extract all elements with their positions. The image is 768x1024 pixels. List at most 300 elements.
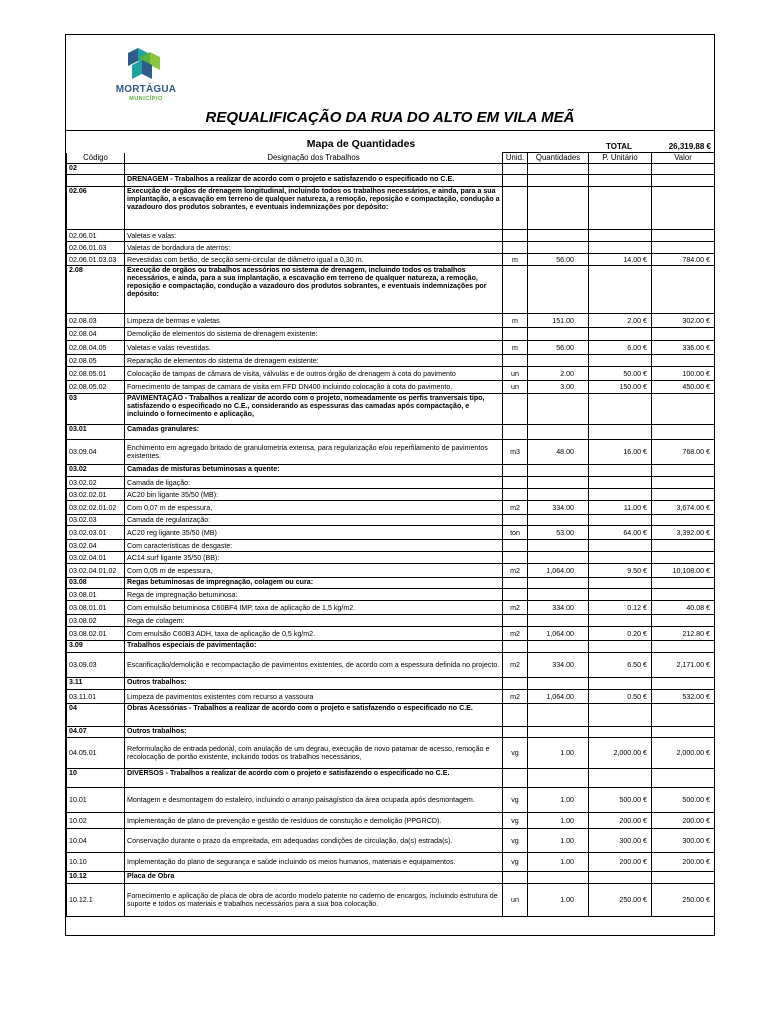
cell-unit [503, 678, 528, 690]
cell-code: 02.08.05.02 [67, 381, 125, 394]
cell-value [652, 769, 715, 788]
cell-code: 10.10 [67, 853, 125, 872]
cell-unit [503, 187, 528, 230]
cell-quantity: 334.00 [528, 653, 589, 678]
table-row [67, 788, 715, 813]
cell-unit-price [589, 727, 652, 738]
table-row [67, 813, 715, 829]
map-title: Mapa de Quantidades [306, 138, 416, 150]
cell-code: 04.07 [67, 727, 125, 738]
table-body [67, 164, 715, 917]
cell-value [652, 552, 715, 564]
table-header-row [67, 153, 715, 164]
cell-description: DIVERSOS - Trabalhos a realizar de acordo com o projeto e satisfazendo o especificado no C.E. [125, 769, 503, 788]
cell-unit-price [589, 230, 652, 242]
cell-unit-price [589, 489, 652, 501]
cell-unit [503, 515, 528, 526]
cell-code: 04 [67, 704, 125, 727]
table-row [67, 489, 715, 501]
cell-code: 02.06.01 [67, 230, 125, 242]
cell-quantity: 1,064.00 [528, 690, 589, 704]
cell-unit: vg [503, 738, 528, 769]
cell-quantity: 2.00 [528, 367, 589, 381]
cell-code: 03 [67, 394, 125, 425]
cell-unit: m2 [503, 501, 528, 515]
cell-value: 3,392.00 € [652, 526, 715, 540]
cell-description: Execução de orgãos ou trabalhos acessórios no sistema de drenagem, incluindo todos os trabalhos necessários, e ainda, para a sua implantação, a escavação em terreno de qualquer natureza, a remoção, reposição e compactação, condução a vazadouro dos produtos sobrantes, e eventuais indemnizações por depósito: [125, 266, 503, 314]
cell-unit [503, 175, 528, 187]
header-divider [66, 130, 714, 131]
cell-quantity [528, 355, 589, 367]
cell-description: Limpeza de pavimentos existentes com recurso a vassoura [125, 690, 503, 704]
table-row [67, 601, 715, 615]
cell-unit [503, 872, 528, 884]
cell-unit [503, 266, 528, 314]
cell-quantity: 151.00 [528, 314, 589, 328]
cell-value [652, 727, 715, 738]
cell-value [652, 266, 715, 314]
cell-description: PAVIMENTAÇÃO - Trabalhos a realizar de acordo com o projeto, nomeadamente os perfis tranversais tipo, satisfazendo o especificado no C.E., considerando as espessuras das camadas após compactação, e incluindo o fornecimento e aplicação, [125, 394, 503, 425]
cell-unit [503, 540, 528, 552]
cell-description: Com 0,07 m de espessura, [125, 501, 503, 515]
table-row [67, 615, 715, 627]
cell-value: 2,171.00 € [652, 653, 715, 678]
cell-code: 03.02.04.01.02 [67, 564, 125, 578]
cell-code: 03.02.02.01.02 [67, 501, 125, 515]
cell-quantity: 1,064.00 [528, 627, 589, 641]
table-row [67, 501, 715, 515]
cell-description: Camadas granulares: [125, 425, 503, 440]
cell-code: 03.02.04 [67, 540, 125, 552]
cell-unit-price [589, 769, 652, 788]
cell-unit [503, 552, 528, 564]
cell-value [652, 578, 715, 589]
cell-unit-price [589, 615, 652, 627]
cell-unit: m3 [503, 440, 528, 465]
cell-value: 532.00 € [652, 690, 715, 704]
total-label: TOTAL [606, 142, 632, 151]
cell-code: 03.01 [67, 425, 125, 440]
table-row [67, 465, 715, 477]
cell-description: AC14 surf ligante 35/50 (BB): [125, 552, 503, 564]
cell-description [125, 164, 503, 175]
cell-value: 3,674.00 € [652, 501, 715, 515]
cell-description: Demolição de elementos do sistema de drenagem existente: [125, 328, 503, 341]
table-row [67, 328, 715, 341]
cell-code: 02.06.01.03 [67, 242, 125, 254]
cell-unit [503, 465, 528, 477]
cell-unit: m [503, 254, 528, 266]
cell-quantity [528, 425, 589, 440]
cell-value [652, 394, 715, 425]
cell-value: 10,108.00 € [652, 564, 715, 578]
cell-unit [503, 355, 528, 367]
cell-quantity [528, 578, 589, 589]
cell-unit-price: 150.00 € [589, 381, 652, 394]
cell-unit: m [503, 314, 528, 328]
cell-unit: vg [503, 853, 528, 872]
cell-code: 10.12.1 [67, 884, 125, 917]
cell-quantity [528, 477, 589, 489]
table-row [67, 230, 715, 242]
cell-quantity: 1,064.00 [528, 564, 589, 578]
cell-code: 03.08.02.01 [67, 627, 125, 641]
cell-description: Obras Acessórias - Trabalhos a realizar de acordo com o projeto e satisfazendo o especificado no C.E. [125, 704, 503, 727]
cell-description: Fornecimento de tampas de camara de visita em FFD DN400 incluindo colocação à cota do pavimento. [125, 381, 503, 394]
cell-code: 03.02 [67, 465, 125, 477]
table-row [67, 552, 715, 564]
cell-unit-price [589, 641, 652, 653]
cell-code: 03.09.03 [67, 653, 125, 678]
cell-quantity [528, 515, 589, 526]
table-row [67, 394, 715, 425]
table-row [67, 578, 715, 589]
cell-value: 450.00 € [652, 381, 715, 394]
cell-quantity [528, 242, 589, 254]
cell-quantity: 1.00 [528, 829, 589, 853]
cell-unit: m2 [503, 627, 528, 641]
cell-description: Regas betuminosas de impregnação, colagem ou cura: [125, 578, 503, 589]
cell-unit-price: 0.20 € [589, 627, 652, 641]
cell-quantity: 334.00 [528, 501, 589, 515]
cell-unit-price: 200.00 € [589, 853, 652, 872]
table-row [67, 440, 715, 465]
cell-value [652, 678, 715, 690]
table-row [67, 314, 715, 328]
cell-value: 250.00 € [652, 884, 715, 917]
cell-value [652, 328, 715, 341]
table-row [67, 704, 715, 727]
cell-description: Com emulsão betuminosa C60BF4 IMP, taxa de aplicação de 1,5 kg/m2. [125, 601, 503, 615]
cell-description: Outros trabalhos: [125, 727, 503, 738]
cell-description: Com emulsão C60B3 ADH, taxa de aplicação de 0,5 kg/m2. [125, 627, 503, 641]
municipality-logo [106, 47, 186, 117]
table-row [67, 515, 715, 526]
cell-quantity: 53.00 [528, 526, 589, 540]
cell-unit-price [589, 242, 652, 254]
cell-description: Camada de regularização: [125, 515, 503, 526]
cell-unit-price [589, 266, 652, 314]
table-row [67, 187, 715, 230]
cell-unit-price [589, 515, 652, 526]
cell-quantity [528, 872, 589, 884]
cell-quantity: 48.00 [528, 440, 589, 465]
cell-description: Montagem e desmontagem do estaleiro, incluindo o arranjo paisagístico da área ocupada após desmontagem. [125, 788, 503, 813]
cell-description: AC20 reg ligante 35/50 (MB) [125, 526, 503, 540]
cell-value [652, 489, 715, 501]
cell-unit-price: 0.50 € [589, 690, 652, 704]
cell-code: 04.05.01 [67, 738, 125, 769]
cell-code: 10.12 [67, 872, 125, 884]
cell-unit-price: 2,000.00 € [589, 738, 652, 769]
cell-unit: vg [503, 788, 528, 813]
column-header-quantity: Quantidades [528, 153, 589, 164]
cell-code: 2.08 [67, 266, 125, 314]
cell-description: Valetas e valas revestidas. [125, 341, 503, 355]
cell-code: 02.08.04.05 [67, 341, 125, 355]
table-row [67, 381, 715, 394]
cell-code: 02.08.05 [67, 355, 125, 367]
cell-description: Fornecimento e aplicação de placa de obra de acordo modelo patente no caderno de encargos, incluindo estrutura de suporte e todos os materiais e trabalhos necessários para a sua boa colocação. [125, 884, 503, 917]
table-row [67, 540, 715, 552]
cell-quantity [528, 769, 589, 788]
cell-code: 03.02.03.01 [67, 526, 125, 540]
cell-unit-price [589, 589, 652, 601]
cell-value [652, 187, 715, 230]
cell-unit [503, 230, 528, 242]
cell-description: Revestidas com betão, de secção semi-circular de diâmetro igual a 0,30 m. [125, 254, 503, 266]
cell-unit-price [589, 578, 652, 589]
cell-quantity: 3.00 [528, 381, 589, 394]
cell-unit [503, 727, 528, 738]
cell-unit-price: 6.50 € [589, 653, 652, 678]
cell-value [652, 242, 715, 254]
cell-description: Limpeza de bermas e valetas [125, 314, 503, 328]
cell-unit-price: 2.00 € [589, 314, 652, 328]
cell-code: 02.06 [67, 187, 125, 230]
cell-value [652, 540, 715, 552]
cell-unit-price: 200.00 € [589, 813, 652, 829]
cell-value [652, 872, 715, 884]
cell-unit-price: 14.00 € [589, 254, 652, 266]
table-row [67, 526, 715, 540]
cell-quantity [528, 489, 589, 501]
cell-unit [503, 489, 528, 501]
cell-code: 02.06.01.03.03 [67, 254, 125, 266]
cell-value: 768.00 € [652, 440, 715, 465]
cell-value: 200.00 € [652, 813, 715, 829]
cell-description: Trabalhos especiais de pavimentação: [125, 641, 503, 653]
cell-quantity [528, 164, 589, 175]
cell-code: 03.09.04 [67, 440, 125, 465]
cell-value [652, 589, 715, 601]
table-row [67, 769, 715, 788]
cell-quantity: 1.00 [528, 813, 589, 829]
cell-description: Enchimento em agregado britado de granulometria extensa, para regularização e/ou reperfilamento de pavimentos existentes. [125, 440, 503, 465]
cell-description: Valetas de bordadura de aterros: [125, 242, 503, 254]
table-row [67, 355, 715, 367]
cell-unit-price [589, 175, 652, 187]
cell-quantity [528, 230, 589, 242]
cell-unit-price [589, 164, 652, 175]
cell-unit: m2 [503, 601, 528, 615]
cell-value [652, 704, 715, 727]
column-header-description: Designação dos Trabalhos [125, 153, 503, 164]
cell-description: Execução de orgãos de drenagem longitudinal, incluindo todos os trabalhos necessários, e ainda, para a sua implantação, a escavação em terreno de qualquer natureza, a remoção, reposição e compactação, condução a vazadouro dos produtos sobrantes, e eventuais indemnizações por depósito: [125, 187, 503, 230]
cell-quantity [528, 465, 589, 477]
cell-description: Reformulação de entrada pedonal, com anulação de um degrau, execução de novo patamar de acesso, remoção e recolocação de portão existente, incluindo todos os trabalhos necessários, [125, 738, 503, 769]
table-row [67, 678, 715, 690]
cell-description: Reparação de elementos do sistema de drenagem existente: [125, 355, 503, 367]
table-row [67, 564, 715, 578]
cell-value: 40.08 € [652, 601, 715, 615]
cell-unit: vg [503, 829, 528, 853]
cell-value: 500.00 € [652, 788, 715, 813]
cell-unit-price: 500.00 € [589, 788, 652, 813]
cell-value [652, 355, 715, 367]
cell-quantity [528, 552, 589, 564]
logo-mark-icon [122, 47, 170, 81]
table-row [67, 690, 715, 704]
cell-description: DRENAGEM - Trabalhos a realizar de acordo com o projeto e satisfazendo o especificado no C.E. [125, 175, 503, 187]
cell-value: 100.00 € [652, 367, 715, 381]
cell-code: 03.08.01 [67, 589, 125, 601]
table-row [67, 738, 715, 769]
cell-description: Implementação de plano de prevenção e gestão de resíduos de constução e demolição (PPGRCD). [125, 813, 503, 829]
column-header-value: Valor [652, 153, 715, 164]
cell-unit: m2 [503, 653, 528, 678]
cell-unit: un [503, 381, 528, 394]
cell-code: 03.08.01.01 [67, 601, 125, 615]
total-value: 26,319.88 € [668, 142, 711, 151]
logo-name: MORTÁGUA [115, 84, 177, 95]
cell-unit [503, 769, 528, 788]
cell-code: 03.08.02 [67, 615, 125, 627]
cell-code: 03.02.02 [67, 477, 125, 489]
cell-unit [503, 578, 528, 589]
cell-value [652, 615, 715, 627]
cell-quantity: 1.00 [528, 884, 589, 917]
cell-unit [503, 589, 528, 601]
cell-unit-price: 6.00 € [589, 341, 652, 355]
cell-description: AC20 bin ligante 35/50 (MB): [125, 489, 503, 501]
cell-unit-price [589, 872, 652, 884]
cell-quantity [528, 678, 589, 690]
cell-unit: vg [503, 813, 528, 829]
cell-quantity [528, 266, 589, 314]
cell-code: 02 [67, 164, 125, 175]
cell-value [652, 164, 715, 175]
cell-value [652, 477, 715, 489]
column-header-code: Código [67, 153, 125, 164]
cell-quantity [528, 175, 589, 187]
cell-description: Rega de impregnação betuminosa: [125, 589, 503, 601]
cell-quantity [528, 641, 589, 653]
cell-code: 03.02.04.01 [67, 552, 125, 564]
cell-unit [503, 425, 528, 440]
cell-quantity [528, 540, 589, 552]
cell-code: 10.02 [67, 813, 125, 829]
cell-description: Camada de ligação: [125, 477, 503, 489]
cell-value [652, 515, 715, 526]
table-row [67, 872, 715, 884]
cell-quantity: 56.00 [528, 254, 589, 266]
cell-quantity [528, 589, 589, 601]
cell-code: 03.02.03 [67, 515, 125, 526]
cell-description: Placa de Obra [125, 872, 503, 884]
table-row [67, 266, 715, 314]
cell-code: 03.08 [67, 578, 125, 589]
table-row [67, 254, 715, 266]
table-row [67, 727, 715, 738]
cell-code: 10.04 [67, 829, 125, 853]
cell-unit [503, 477, 528, 489]
cell-description: Com 0,05 m de espessura, [125, 564, 503, 578]
cell-unit-price [589, 465, 652, 477]
cell-unit-price [589, 477, 652, 489]
table-row [67, 829, 715, 853]
cell-quantity [528, 187, 589, 230]
cell-quantity: 1.00 [528, 788, 589, 813]
cell-unit-price: 50.00 € [589, 367, 652, 381]
cell-unit-price: 9.50 € [589, 564, 652, 578]
table-row [67, 477, 715, 489]
cell-unit-price: 64.00 € [589, 526, 652, 540]
cell-unit-price [589, 540, 652, 552]
cell-unit-price: 16.00 € [589, 440, 652, 465]
cell-unit [503, 641, 528, 653]
table-row [67, 853, 715, 872]
cell-value [652, 425, 715, 440]
cell-unit-price: 300.00 € [589, 829, 652, 853]
cell-quantity: 1.00 [528, 738, 589, 769]
cell-unit: un [503, 367, 528, 381]
cell-code: 02.08.05.01 [67, 367, 125, 381]
cell-unit-price [589, 328, 652, 341]
cell-unit: m2 [503, 564, 528, 578]
cell-code: 02.08.04 [67, 328, 125, 341]
cell-description: Implementação do plano de segurança e saúde incluindo os meios humanos, materiais e equipamentos. [125, 853, 503, 872]
cell-unit: m2 [503, 690, 528, 704]
table-row [67, 653, 715, 678]
cell-code: 10.01 [67, 788, 125, 813]
cell-unit-price [589, 355, 652, 367]
cell-unit-price [589, 394, 652, 425]
cell-quantity: 56.00 [528, 341, 589, 355]
cell-unit: ton [503, 526, 528, 540]
cell-value: 302.00 € [652, 314, 715, 328]
column-header-unit: Unid. [503, 153, 528, 164]
cell-quantity [528, 704, 589, 727]
cell-quantity [528, 615, 589, 627]
table-row [67, 367, 715, 381]
cell-value: 212.80 € [652, 627, 715, 641]
cell-unit-price: 0.12 € [589, 601, 652, 615]
table-row [67, 341, 715, 355]
cell-unit [503, 164, 528, 175]
cell-unit: un [503, 884, 528, 917]
cell-quantity [528, 328, 589, 341]
cell-code: 3.11 [67, 678, 125, 690]
cell-unit-price [589, 187, 652, 230]
cell-quantity: 1.00 [528, 853, 589, 872]
logo-subtitle: MUNICÍPIO [129, 96, 163, 102]
cell-description: Outros trabalhos: [125, 678, 503, 690]
cell-description: Valetas e valas: [125, 230, 503, 242]
cell-description: Com características de desgaste: [125, 540, 503, 552]
cell-value: 784.00 € [652, 254, 715, 266]
document-title: REQUALIFICAÇÃO DA RUA DO ALTO EM VILA MEÃ [205, 109, 575, 126]
cell-unit-price [589, 704, 652, 727]
table-row [67, 641, 715, 653]
cell-code: 02.08.03 [67, 314, 125, 328]
quantities-table [66, 152, 715, 917]
table-row [67, 589, 715, 601]
table-row [67, 425, 715, 440]
cell-code: 03.02.02.01 [67, 489, 125, 501]
cell-value: 200.00 € [652, 853, 715, 872]
cell-description: Camadas de misturas betuminosas a quente: [125, 465, 503, 477]
cell-quantity [528, 727, 589, 738]
cell-value [652, 465, 715, 477]
cell-unit: m [503, 341, 528, 355]
cell-description: Escarificação/demolição e recompactação de pavimentos existentes, de acordo com a espessura definida no projecto. [125, 653, 503, 678]
cell-value: 300.00 € [652, 829, 715, 853]
cell-quantity [528, 394, 589, 425]
cell-unit-price [589, 425, 652, 440]
table-row [67, 242, 715, 254]
cell-code [67, 175, 125, 187]
